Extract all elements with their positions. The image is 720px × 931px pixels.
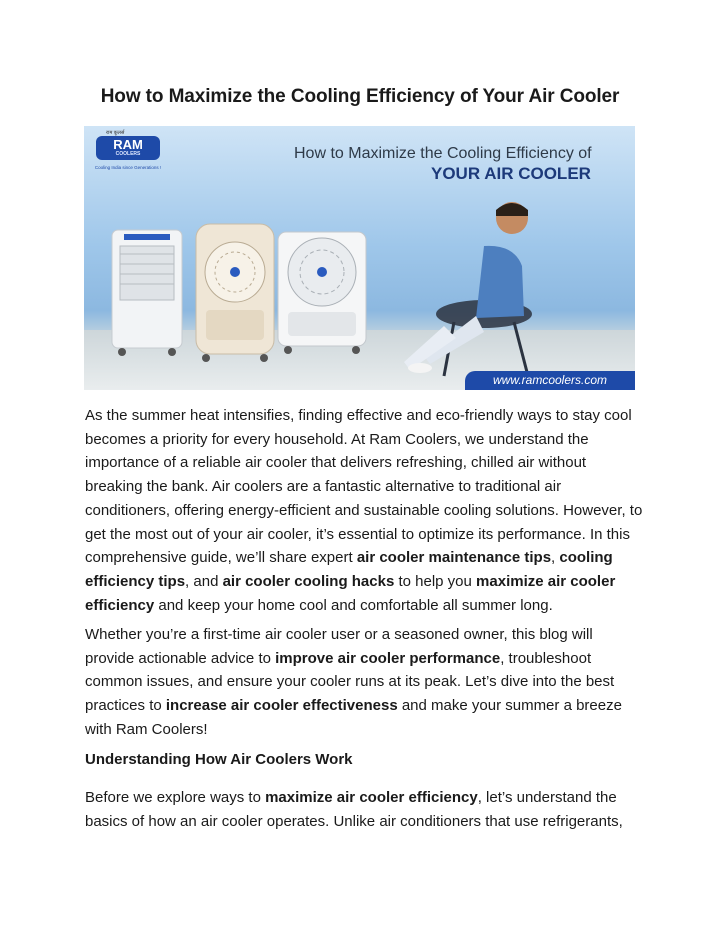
banner-headline-line2: YOUR AIR COOLER [431, 164, 591, 183]
page-title: How to Maximize the Cooling Efficiency of Your Air Cooler [100, 86, 620, 107]
air-cooler-2-icon [196, 224, 274, 362]
bold-keyword: maximize air cooler efficiency [265, 789, 478, 806]
logo-brand: RAM [113, 137, 143, 152]
bold-keyword: air cooler cooling hacks [222, 572, 395, 590]
air-cooler-1-icon [112, 230, 182, 356]
relaxing-man-icon [404, 202, 532, 376]
hero-banner-image [84, 126, 635, 390]
text-run: , [551, 549, 560, 567]
text-run: , and [185, 572, 223, 590]
logo-top-text: राम कूलर्स [106, 130, 125, 136]
logo-brand-sub-text: COOLERS [115, 151, 141, 157]
intro-paragraph [85, 404, 645, 617]
text-run: and keep your home cool and comfortable all summer long. [154, 596, 553, 614]
text-run: to help you [394, 572, 477, 590]
text-run: , let’s understand the basics of how an air cooler operates. Unlike air conditioners that use refrigerants, [85, 789, 623, 830]
section-heading: Understanding How Air Coolers Work [85, 751, 353, 768]
banner-illustration [84, 126, 635, 390]
bold-keyword: cooling efficiency tips [85, 549, 613, 590]
banner-headline-line1: How to Maximize the Cooling Efficiency of [294, 145, 592, 162]
second-paragraph [85, 623, 645, 742]
text-run: , troubleshoot common issues, and ensure your cooler runs at its peak. Let’s dive into the best practices to [85, 649, 615, 715]
bold-keyword: increase air cooler effectiveness [165, 697, 398, 715]
air-cooler-3-icon [278, 232, 366, 354]
website-url-badge: www.ramcoolers.com [465, 371, 635, 390]
text-run: As the summer heat intensifies, finding effective and eco-friendly ways to stay cool becomes a priority for every household. At Ram Coolers, we understand the importance of a reliable air cooler that delivers refreshing, chilled air without breaking the bank. Air coolers are a fantastic alternative to traditional air conditioners, offering energy-efficient and sustainable cooling solutions. However, to get the most out of your air cooler, it’s essential to optimize its performance. In this comprehensive guide, we’ll share expert [85, 407, 643, 567]
bold-keyword: improve air cooler performance [275, 649, 501, 667]
logo-tagline: Cooling India since Generations ! [94, 165, 162, 170]
bold-keyword: maximize air cooler efficiency [85, 572, 616, 614]
text-run: Whether you’re a first-time air cooler user or a seasoned owner, this blog will provide actionable advice to [85, 626, 593, 667]
bold-keyword: air cooler maintenance tips [356, 549, 552, 567]
text-run: Before we explore ways to [85, 789, 266, 806]
text-run: and make your summer a breeze with Ram Coolers! [85, 697, 622, 738]
third-paragraph [85, 786, 645, 833]
